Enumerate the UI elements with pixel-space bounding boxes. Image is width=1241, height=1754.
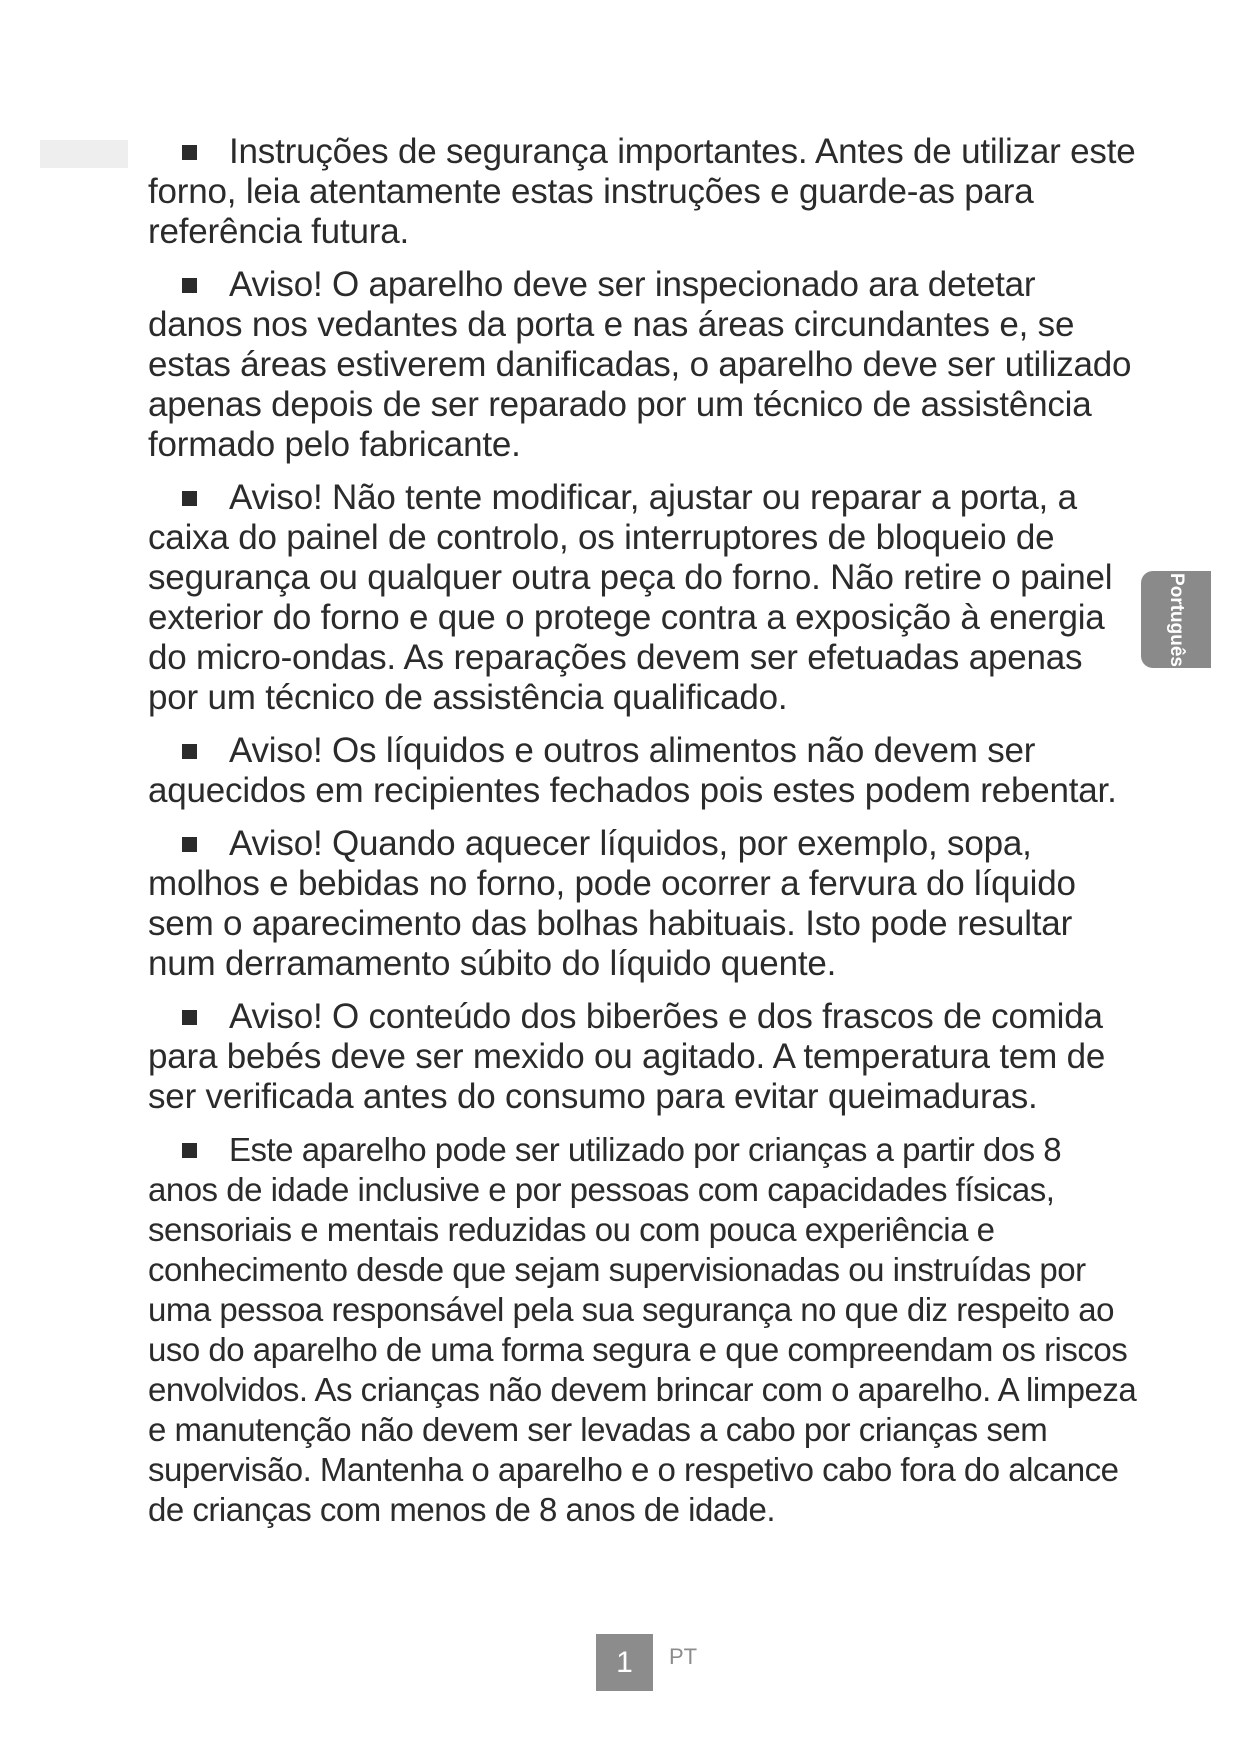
instruction-text: Este aparelho pode ser utilizado por crianças a partir dos 8 anos de idade inclusive e por pessoas com capacidades físicas, sensoriais e mentais reduzidas ou com pouca experiência e conhecimento desde que sejam supervisionadas ou instruídas por uma pessoa responsável pela sua segurança no que diz respeito ao uso do aparelho de uma forma segura e que compreendam os riscos envolvidos. As crianças não devem brincar com o aparelho. A limpeza e manutenção não devem ser levadas a cabo por crianças sem supervisão. Mantenha o aparelho e o respetivo cabo fora do alcance de crianças com menos de 8 anos de idade.: [148, 1131, 1137, 1528]
square-bullet-icon: [182, 491, 197, 506]
language-side-tab: [1141, 571, 1211, 668]
page-number: 1: [596, 1634, 653, 1691]
instruction-paragraph: [148, 731, 1138, 811]
language-side-tab-label: Português: [1166, 572, 1187, 667]
instruction-text: Instruções de segurança importantes. Antes de utilizar este forno, leia atentamente estas instruções e guarde-as para referência futura.: [148, 132, 1136, 251]
instruction-text: Aviso! O aparelho deve ser inspecionado ara detetar danos nos vedantes da porta e nas áreas circundantes e, se estas áreas estiverem danificadas, o aparelho deve ser utilizado apenas depois de ser reparado por um técnico de assistência formado pelo fabricante.: [148, 265, 1132, 464]
instruction-paragraph: [148, 478, 1138, 718]
square-bullet-icon: [182, 744, 197, 759]
square-bullet-icon: [182, 1010, 197, 1025]
corner-mark: [40, 140, 128, 168]
instruction-paragraph: [148, 265, 1138, 465]
instruction-paragraph: [148, 132, 1138, 252]
instruction-text: Aviso! O conteúdo dos biberões e dos frascos de comida para bebés deve ser mexido ou agitado. A temperatura tem de ser verificada antes do consumo para evitar queimaduras.: [148, 997, 1106, 1116]
square-bullet-icon: [182, 145, 197, 160]
instruction-text: Aviso! Não tente modificar, ajustar ou reparar a porta, a caixa do painel de controlo, os interruptores de bloqueio de segurança ou qualquer outra peça do forno. Não retire o painel exterior do forno e que o protege contra a exposição à energia do micro-ondas. As reparações devem ser efetuadas apenas por um técnico de assistência qualificado.: [148, 478, 1113, 717]
instruction-text: Aviso! Quando aquecer líquidos, por exemplo, sopa, molhos e bebidas no forno, pode ocorrer a fervura do líquido sem o aparecimento das bolhas habituais. Isto pode resultar num derramamento súbito do líquido quente.: [148, 824, 1076, 983]
instruction-paragraph: [148, 1130, 1138, 1530]
square-bullet-icon: [182, 1143, 197, 1158]
safety-instructions: [148, 132, 1138, 1543]
page-language-code: PT: [669, 1644, 698, 1669]
instruction-paragraph: [148, 997, 1138, 1117]
instruction-text: Aviso! Os líquidos e outros alimentos não devem ser aquecidos em recipientes fechados pois estes podem rebentar.: [148, 731, 1117, 810]
instruction-paragraph: [148, 824, 1138, 984]
square-bullet-icon: [182, 278, 197, 293]
square-bullet-icon: [182, 837, 197, 852]
